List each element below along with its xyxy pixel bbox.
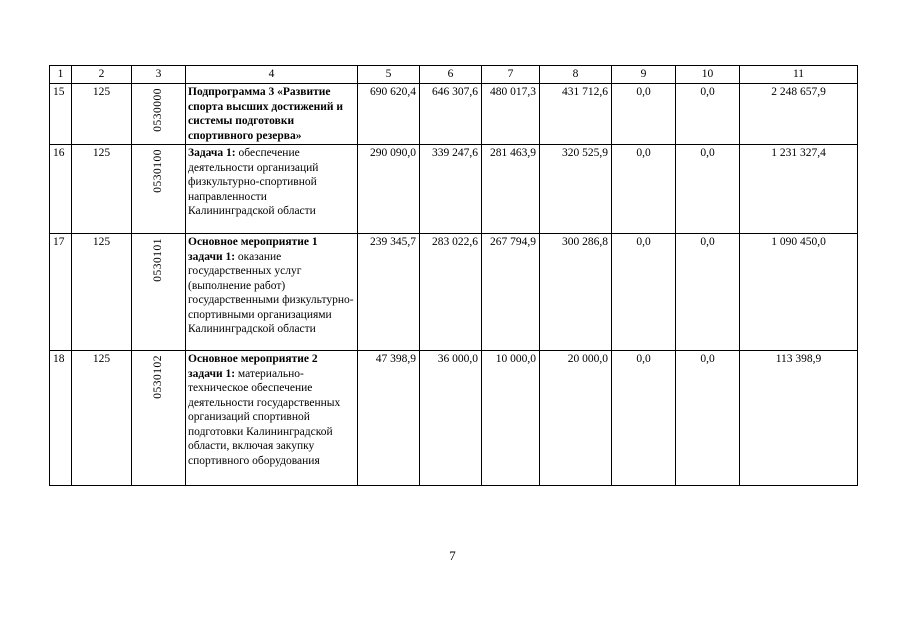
header-cell: 1 xyxy=(50,66,72,84)
description-bold: Задача 1: xyxy=(188,147,236,159)
value-col7: 281 463,9 xyxy=(482,145,540,234)
grbs-code: 125 xyxy=(72,145,132,234)
description-bold: Основное мероприятие 1 задачи 1: xyxy=(188,236,318,263)
description-text: обеспечение деятельности организаций физкультурно-спортивной направленности Калининградской области xyxy=(188,147,319,217)
description-cell xyxy=(186,145,358,234)
header-cell: 3 xyxy=(132,66,186,84)
table-row xyxy=(50,145,858,234)
value-col10: 0,0 xyxy=(676,234,740,351)
description-cell xyxy=(186,84,358,145)
description-cell xyxy=(186,234,358,351)
header-cell: 5 xyxy=(358,66,420,84)
value-col6: 339 247,6 xyxy=(420,145,482,234)
table-row xyxy=(50,84,858,145)
value-col8: 20 000,0 xyxy=(540,351,612,486)
header-cell: 10 xyxy=(676,66,740,84)
value-col5: 47 398,9 xyxy=(358,351,420,486)
page-number: 7 xyxy=(449,548,456,563)
value-col9: 0,0 xyxy=(612,351,676,486)
row-number: 18 xyxy=(50,351,72,486)
header-cell: 6 xyxy=(420,66,482,84)
description-text: оказание государственных услуг (выполнение работ) государственными физкультурно-спортивными организациями Калининградской области xyxy=(188,250,354,335)
value-col10: 0,0 xyxy=(676,351,740,486)
value-col5: 290 090,0 xyxy=(358,145,420,234)
value-col9: 0,0 xyxy=(612,145,676,234)
description-bold: Основное мероприятие 2 задачи 1: xyxy=(188,353,318,380)
grbs-code: 125 xyxy=(72,84,132,145)
table-row xyxy=(50,234,858,351)
row-number: 16 xyxy=(50,145,72,234)
value-col10: 0,0 xyxy=(676,84,740,145)
value-total: 2 248 657,9 xyxy=(740,84,858,145)
budget-code-cell xyxy=(132,84,186,145)
budget-code-cell xyxy=(132,234,186,351)
value-col7: 267 794,9 xyxy=(482,234,540,351)
budget-code: 0530000 xyxy=(152,88,165,132)
grbs-code: 125 xyxy=(72,351,132,486)
grbs-code: 125 xyxy=(72,234,132,351)
value-col9: 0,0 xyxy=(612,234,676,351)
header-cell: 8 xyxy=(540,66,612,84)
header-cell: 2 xyxy=(72,66,132,84)
budget-code: 0530101 xyxy=(152,238,165,282)
header-cell: 4 xyxy=(186,66,358,84)
header-cell: 7 xyxy=(482,66,540,84)
description-bold: Подпрограмма 3 «Развитие спорта высших достижений и системы подготовки спортивного резерва» xyxy=(188,86,344,142)
row-number: 17 xyxy=(50,234,72,351)
description-text: материально-техническое обеспечение деятельности государственных организаций спортивной подготовки Калининградской области, включая закупку спортивного оборудования xyxy=(188,367,341,467)
value-col8: 431 712,6 xyxy=(540,84,612,145)
value-total: 1 090 450,0 xyxy=(740,234,858,351)
header-cell: 9 xyxy=(612,66,676,84)
value-total: 113 398,9 xyxy=(740,351,858,486)
description-cell xyxy=(186,351,358,486)
table-row xyxy=(50,351,858,486)
value-col8: 320 525,9 xyxy=(540,145,612,234)
value-col8: 300 286,8 xyxy=(540,234,612,351)
value-col6: 646 307,6 xyxy=(420,84,482,145)
value-col5: 239 345,7 xyxy=(358,234,420,351)
header-row xyxy=(50,66,858,84)
budget-code: 0530102 xyxy=(152,355,165,399)
header-cell: 11 xyxy=(740,66,858,84)
budget-code-cell xyxy=(132,145,186,234)
value-col7: 480 017,3 xyxy=(482,84,540,145)
value-col9: 0,0 xyxy=(612,84,676,145)
value-total: 1 231 327,4 xyxy=(740,145,858,234)
row-number: 15 xyxy=(50,84,72,145)
value-col6: 36 000,0 xyxy=(420,351,482,486)
budget-table xyxy=(49,65,858,486)
value-col7: 10 000,0 xyxy=(482,351,540,486)
value-col6: 283 022,6 xyxy=(420,234,482,351)
budget-code: 0530100 xyxy=(152,149,165,193)
value-col5: 690 620,4 xyxy=(358,84,420,145)
value-col10: 0,0 xyxy=(676,145,740,234)
budget-code-cell xyxy=(132,351,186,486)
